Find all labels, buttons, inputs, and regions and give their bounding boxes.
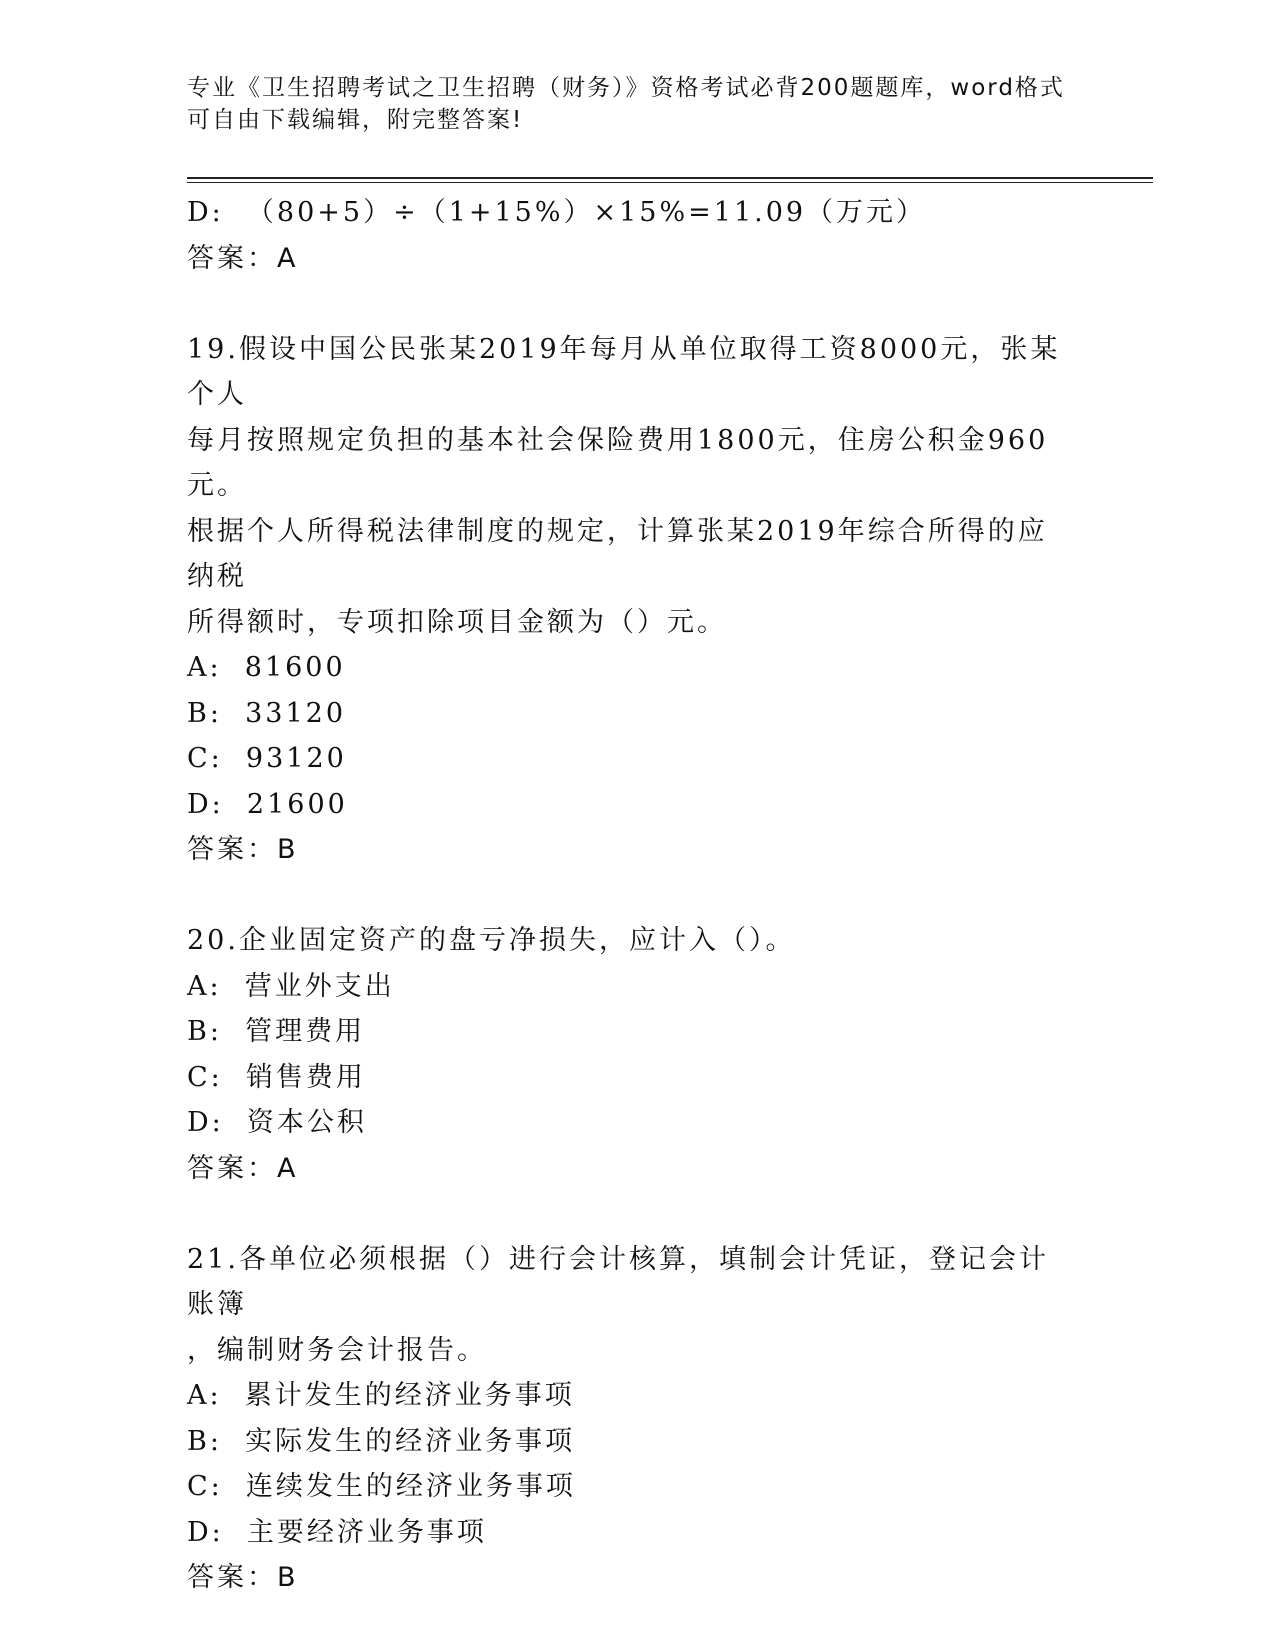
option-d: D: 21600: [187, 788, 348, 820]
question-20: [187, 918, 1087, 1191]
option-d: D: （80+5）÷（1+15%）×15%=11.09（万元）: [187, 197, 927, 228]
header-rule-thick: [187, 177, 1153, 179]
option-a: A: 81600: [187, 652, 346, 683]
option-c: C: 93120: [187, 743, 347, 774]
spacer: [187, 873, 1087, 919]
question-text-line: 根据个人所得税法律制度的规定，计算张某2019年综合所得的应纳税: [187, 515, 1048, 592]
question-text-line: 21.各单位必须根据（）进行会计核算，填制会计凭证，登记会计账簿: [187, 1243, 1049, 1320]
question-text-line: ，编制财务会计报告。: [187, 1334, 487, 1366]
option-b: B: 管理费用: [187, 1016, 366, 1047]
previous-question-tail: [187, 190, 1087, 281]
question-text-line: 19.假设中国公民张某2019年每月从单位取得工资8000元，张某个人: [187, 333, 1061, 410]
option-b: B: 实际发生的经济业务事项: [187, 1425, 576, 1457]
spacer: [187, 1191, 1087, 1237]
question-text-line: 20.企业固定资产的盘亏净损失，应计入（）。: [187, 925, 796, 956]
option-b: B: 33120: [187, 697, 346, 729]
question-19: [187, 327, 1087, 873]
option-c: C: 销售费用: [187, 1061, 366, 1093]
document-header: [187, 72, 1087, 136]
spacer: [187, 281, 1087, 327]
document-body: [187, 190, 1087, 1601]
question-text-line: 所得额时，专项扣除项目金额为（）元。: [187, 606, 727, 638]
answer-label: 答案：A: [187, 1152, 299, 1184]
option-a: A: 营业外支出: [187, 970, 395, 1002]
option-d: D: 资本公积: [187, 1107, 367, 1138]
option-c: C: 连续发生的经济业务事项: [187, 1471, 576, 1502]
option-d: D: 主要经济业务事项: [187, 1516, 487, 1548]
answer-label: 答案：A: [187, 242, 299, 274]
header-rule-thin: [187, 182, 1153, 183]
question-text-line: 每月按照规定负担的基本社会保险费用1800元，住房公积金960元。: [187, 424, 1049, 501]
header-line-2: 可自由下载编辑，附完整答案!: [187, 107, 524, 133]
option-a: A: 累计发生的经济业务事项: [187, 1380, 575, 1411]
header-line-1: 专业《卫生招聘考试之卫生招聘（财务）》资格考试必背200题题库，word格式: [187, 75, 1065, 101]
answer-label: 答案：B: [187, 1562, 299, 1593]
question-21: [187, 1237, 1087, 1601]
answer-label: 答案：B: [187, 834, 299, 865]
